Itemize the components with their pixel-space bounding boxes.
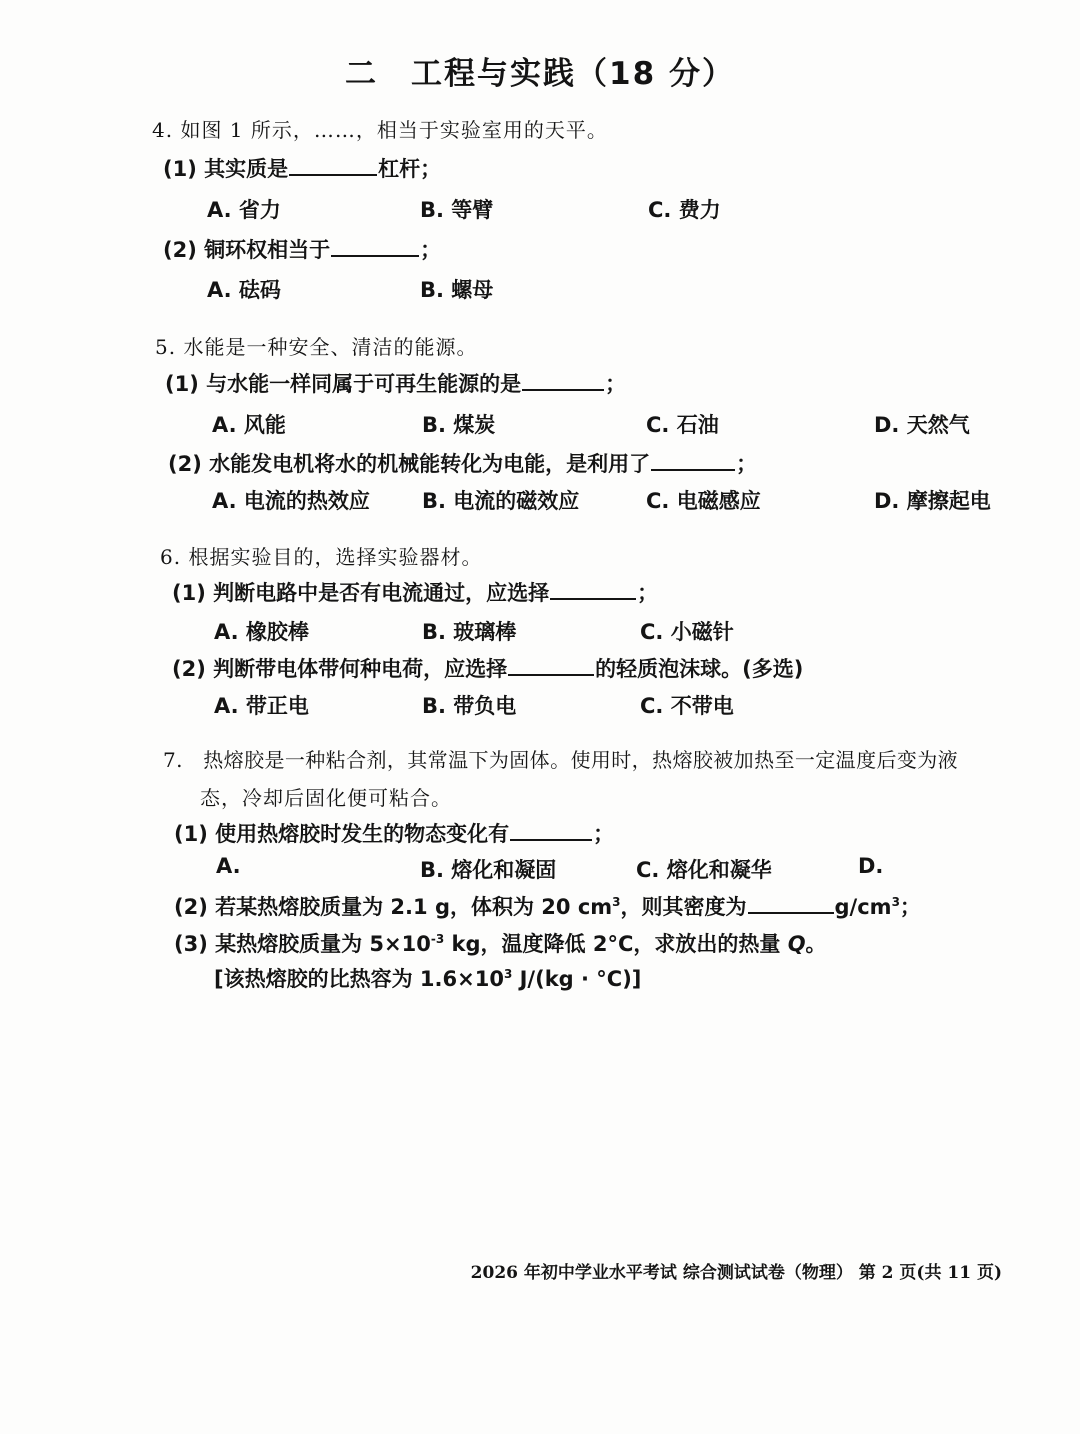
q5-p2-option-a[interactable]: A. 电流的热效应 bbox=[212, 489, 370, 513]
answer-blank[interactable] bbox=[508, 654, 594, 676]
note-tail: J/(kg · °C)] bbox=[512, 967, 642, 991]
q5-p1-option-d[interactable]: D. 天然气 bbox=[874, 413, 970, 437]
q4-part2-tail: ； bbox=[420, 238, 442, 262]
q7-part1 bbox=[174, 818, 614, 848]
q6-p2-option-a[interactable]: A. 带正电 bbox=[214, 694, 309, 718]
q4-part1 bbox=[163, 153, 441, 183]
q7-p1-option-d[interactable]: D. bbox=[858, 854, 884, 878]
q6-p1-option-b[interactable]: B. 玻璃棒 bbox=[422, 620, 517, 644]
q7-part3-text: (3) 某热熔胶质量为 5×10 bbox=[174, 932, 431, 956]
q7-p1-option-b[interactable]: B. 熔化和凝固 bbox=[420, 858, 557, 882]
q4-p1-option-c[interactable]: C. 费力 bbox=[648, 198, 721, 222]
q6-part2 bbox=[172, 653, 803, 683]
q7-part2-text: (2) 若某热熔胶质量为 2.1 g，体积为 20 cm bbox=[174, 895, 613, 919]
q6-part2-tail: 的轻质泡沫球。(多选) bbox=[595, 657, 804, 681]
q4-part1-text: (1) 其实质是 bbox=[163, 157, 289, 181]
superscript: -3 bbox=[430, 932, 445, 946]
q5-part2 bbox=[168, 448, 757, 478]
q5-stem: 5. 水能是一种安全、清洁的能源。 bbox=[155, 335, 478, 359]
q7-part2-unit: g/cm bbox=[834, 895, 892, 919]
q5-p2-option-c[interactable]: C. 电磁感应 bbox=[646, 489, 761, 513]
heat-variable: Q bbox=[787, 932, 806, 956]
q6-p2-option-b[interactable]: B. 带负电 bbox=[422, 694, 517, 718]
q5-part1-text: (1) 与水能一样同属于可再生能源的是 bbox=[165, 372, 522, 396]
q5-part2-text: (2) 水能发电机将水的机械能转化为电能，是利用了 bbox=[168, 452, 651, 476]
q6-p2-option-c[interactable]: C. 不带电 bbox=[640, 694, 734, 718]
q5-p1-option-c[interactable]: C. 石油 bbox=[646, 413, 719, 437]
q4-p2-option-b[interactable]: B. 螺母 bbox=[420, 278, 494, 302]
q5-part2-tail: ； bbox=[736, 452, 758, 476]
q6-part2-text: (2) 判断带电体带何种电荷，应选择 bbox=[172, 657, 508, 681]
q4-part2 bbox=[163, 234, 441, 264]
answer-blank[interactable] bbox=[748, 892, 834, 914]
q7-stem-line1: 7. 热熔胶是一种粘合剂，其常温下为固体。使用时，热熔胶被加热至一定温度后变为液 bbox=[163, 748, 959, 772]
q5-p1-option-b[interactable]: B. 煤炭 bbox=[422, 413, 496, 437]
q7-p1-option-c[interactable]: C. 熔化和凝华 bbox=[636, 858, 772, 882]
q7-part2 bbox=[174, 891, 921, 921]
q7-part3 bbox=[174, 928, 827, 958]
q7-part3-mid: kg，温度降低 2°C，求放出的热量 bbox=[444, 932, 788, 956]
q7-part3-note bbox=[214, 963, 641, 993]
q5-part1-tail: ； bbox=[605, 372, 627, 396]
q6-part1-tail: ； bbox=[637, 581, 659, 605]
q4-stem: 4. 如图 1 所示，……，相当于实验室用的天平。 bbox=[152, 118, 608, 142]
q5-p1-option-a[interactable]: A. 风能 bbox=[212, 413, 286, 437]
page-footer: 2026 年初中学业水平考试 综合测试试卷（物理） 第 2 页(共 11 页) bbox=[470, 1263, 1002, 1283]
superscript: 3 bbox=[503, 967, 513, 981]
q6-p1-option-c[interactable]: C. 小磁针 bbox=[640, 620, 734, 644]
q4-p2-option-a[interactable]: A. 砝码 bbox=[207, 278, 281, 302]
q7-part2-mid: ，则其密度为 bbox=[620, 895, 747, 919]
answer-blank[interactable] bbox=[289, 154, 377, 176]
superscript: 3 bbox=[612, 895, 621, 909]
q6-part1 bbox=[172, 577, 658, 607]
q7-part1-tail: ； bbox=[593, 822, 615, 846]
q7-part1-text: (1) 使用热熔胶时发生的物态变化有 bbox=[174, 822, 510, 846]
section-title: 二 工程与实践（18 分） bbox=[345, 56, 735, 92]
q6-stem: 6. 根据实验目的，选择实验器材。 bbox=[160, 545, 483, 569]
superscript: 3 bbox=[891, 895, 900, 909]
q4-part1-tail: 杠杆； bbox=[378, 157, 442, 181]
answer-blank[interactable] bbox=[550, 578, 636, 600]
q4-p1-option-a[interactable]: A. 省力 bbox=[207, 198, 281, 222]
q6-p1-option-a[interactable]: A. 橡胶棒 bbox=[214, 620, 309, 644]
q7-part2-tail: ； bbox=[899, 895, 921, 919]
answer-blank[interactable] bbox=[510, 819, 592, 841]
answer-blank[interactable] bbox=[331, 235, 419, 257]
q7-part3-tail: 。 bbox=[805, 932, 827, 956]
q5-p2-option-b[interactable]: B. 电流的磁效应 bbox=[422, 489, 580, 513]
q7-p1-option-a[interactable]: A. bbox=[216, 854, 241, 878]
note-text: [该热熔胶的比热容为 1.6×10 bbox=[214, 967, 504, 991]
q5-p2-option-d[interactable]: D. 摩擦起电 bbox=[874, 489, 991, 513]
q6-part1-text: (1) 判断电路中是否有电流通过，应选择 bbox=[172, 581, 550, 605]
answer-blank[interactable] bbox=[522, 369, 604, 391]
q4-part2-text: (2) 铜环权相当于 bbox=[163, 238, 331, 262]
q4-p1-option-b[interactable]: B. 等臂 bbox=[420, 198, 494, 222]
q7-stem-line2: 态，冷却后固化便可粘合。 bbox=[200, 786, 452, 810]
q5-part1 bbox=[165, 368, 626, 398]
answer-blank[interactable] bbox=[651, 449, 735, 471]
